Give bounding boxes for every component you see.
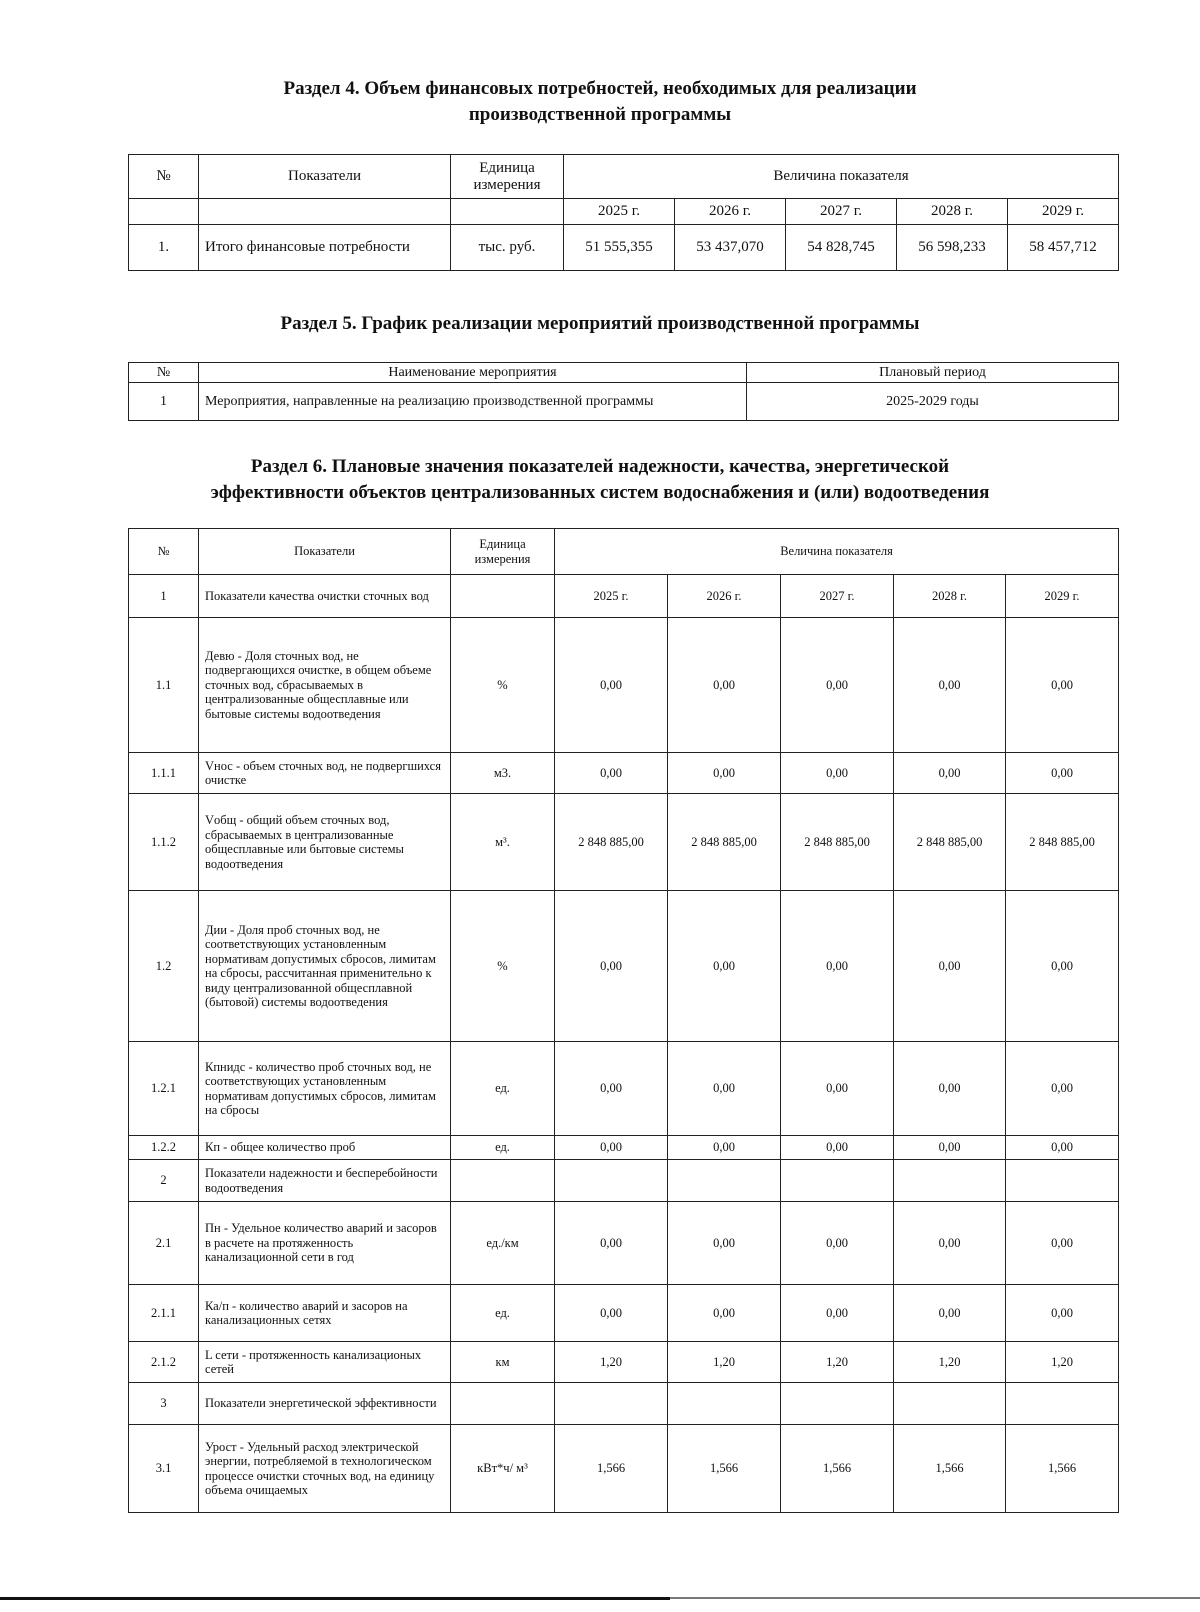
row-num: 1. — [129, 225, 199, 271]
row-num: 2.1.2 — [129, 1342, 199, 1383]
year-cell: 2026 г. — [668, 575, 781, 618]
row-unit: ед./км — [451, 1202, 555, 1285]
value-cell: 0,00 — [668, 891, 781, 1042]
header-name: Наименование мероприятия — [199, 363, 747, 383]
row-unit: км — [451, 1342, 555, 1383]
row-num: 1.2 — [129, 891, 199, 1042]
group-num: 1 — [129, 575, 199, 618]
row-name: Vобщ - общий объем сточных вод, сбрасываемых в централизованные общесплавные или бытовые системы водоотведения — [199, 794, 451, 891]
value-cell: 0,00 — [1006, 1202, 1119, 1285]
value-cell: 0,00 — [668, 1136, 781, 1160]
value-cell: 0,00 — [555, 1285, 668, 1342]
value-cell: 2 848 885,00 — [668, 794, 781, 891]
section5-title: Раздел 5. График реализации мероприятий производственной программы — [280, 313, 920, 334]
value-cell: 0,00 — [555, 1202, 668, 1285]
empty-cell — [781, 1160, 894, 1202]
value-cell: 0,00 — [781, 1042, 894, 1136]
value-cell: 0,00 — [668, 618, 781, 753]
row-name: Кпнидс - количество проб сточных вод, не соответствующих установленным нормативам допустимых сбросов, лимитам на сбросы — [199, 1042, 451, 1136]
row-num: 1.2.2 — [129, 1136, 199, 1160]
value-cell: 2 848 885,00 — [1006, 794, 1119, 891]
row-name: Кп - общее количество проб — [199, 1136, 451, 1160]
year-cell: 2025 г. — [564, 199, 675, 225]
group-num: 3 — [129, 1383, 199, 1425]
section4-title — [0, 76, 1200, 128]
row-name: Урост - Удельный расход электрической энергии, потребляемой в технологическом процессе очистки сточных вод, на единицу объема очищаемых — [199, 1425, 451, 1513]
row-unit: ед. — [451, 1136, 555, 1160]
row-num: 2.1 — [129, 1202, 199, 1285]
year-cell: 2027 г. — [781, 575, 894, 618]
row-name: Vнос - объем сточных вод, не подвергшихся очистке — [199, 753, 451, 794]
page-bottom-rule-faint — [670, 1597, 1200, 1599]
value-cell: 0,00 — [555, 1136, 668, 1160]
row-unit: % — [451, 618, 555, 753]
header-num: № — [129, 529, 199, 575]
value-cell: 0,00 — [894, 1285, 1006, 1342]
header-indicators: Показатели — [199, 155, 451, 199]
row-name: Пн - Удельное количество аварий и засоров в расчете на протяженность канализационной сети в год — [199, 1202, 451, 1285]
value-cell: 1,20 — [781, 1342, 894, 1383]
empty-cell — [451, 1383, 555, 1425]
value-cell: 0,00 — [781, 753, 894, 794]
group-name: Показатели качества очистки сточных вод — [199, 575, 451, 618]
value-cell: 0,00 — [894, 1136, 1006, 1160]
empty-cell — [451, 575, 555, 618]
row-name: Ка/п - количество аварий и засоров на канализационных сетях — [199, 1285, 451, 1342]
row-num: 1 — [129, 383, 199, 421]
value-cell: 0,00 — [781, 1136, 894, 1160]
row-unit: % — [451, 891, 555, 1042]
empty-cell — [451, 199, 564, 225]
value-cell: 2 848 885,00 — [555, 794, 668, 891]
row-unit: м3. — [451, 753, 555, 794]
row-name: Итого финансовые потребности — [199, 225, 451, 271]
value-cell: 0,00 — [781, 1285, 894, 1342]
header-unit: Единица измерения — [451, 529, 555, 575]
row-name: Дии - Доля проб сточных вод, не соответствующих установленным нормативам допустимых сбросов, лимитам на сбросы, рассчитанная применительно к виду централизованной общесплавной (бытовой) системы водоотведения — [199, 891, 451, 1042]
empty-cell — [129, 199, 199, 225]
empty-cell — [555, 1160, 668, 1202]
value-cell: 0,00 — [1006, 618, 1119, 753]
empty-cell — [894, 1160, 1006, 1202]
header-indicators: Показатели — [199, 529, 451, 575]
page-bottom-rule — [0, 1597, 670, 1600]
empty-cell — [781, 1383, 894, 1425]
header-value: Величина показателя — [555, 529, 1119, 575]
value-cell: 0,00 — [1006, 891, 1119, 1042]
value-cell: 0,00 — [1006, 1136, 1119, 1160]
row-num: 2.1.1 — [129, 1285, 199, 1342]
value-cell: 0,00 — [894, 891, 1006, 1042]
year-cell: 2027 г. — [786, 199, 897, 225]
row-unit: ед. — [451, 1285, 555, 1342]
group-num: 2 — [129, 1160, 199, 1202]
value-cell: 1,566 — [894, 1425, 1006, 1513]
row-unit: м³. — [451, 794, 555, 891]
value-cell: 1,566 — [668, 1425, 781, 1513]
row-name: Девю - Доля сточных вод, не подвергающихся очистке, в общем объеме сточных вод, сбрасываемых в централизованные общесплавные или бытовые системы водоотведения — [199, 618, 451, 753]
value-cell: 1,566 — [1006, 1425, 1119, 1513]
value-cell: 0,00 — [894, 1042, 1006, 1136]
section4-title-line1: Раздел 4. Объем финансовых потребностей, необходимых для реализации — [283, 78, 917, 99]
indicators-table — [128, 528, 1119, 1513]
value-cell: 53 437,070 — [675, 225, 786, 271]
value-cell: 1,20 — [555, 1342, 668, 1383]
value-cell: 1,20 — [1006, 1342, 1119, 1383]
group-name: Показатели надежности и бесперебойности водоотведения — [199, 1160, 451, 1202]
value-cell: 2 848 885,00 — [894, 794, 1006, 891]
value-cell: 1,566 — [781, 1425, 894, 1513]
value-cell: 1,566 — [555, 1425, 668, 1513]
value-cell: 0,00 — [781, 891, 894, 1042]
value-cell: 0,00 — [668, 1202, 781, 1285]
value-cell: 51 555,355 — [564, 225, 675, 271]
row-name: Мероприятия, направленные на реализацию производственной программы — [199, 383, 747, 421]
section6-title — [0, 454, 1200, 506]
group-name: Показатели энергетической эффективности — [199, 1383, 451, 1425]
header-num: № — [129, 363, 199, 383]
row-unit: ед. — [451, 1042, 555, 1136]
row-num: 1.1 — [129, 618, 199, 753]
header-unit: Единица измерения — [451, 155, 564, 199]
financial-needs-table — [128, 154, 1119, 271]
value-cell: 0,00 — [555, 891, 668, 1042]
year-cell: 2029 г. — [1006, 575, 1119, 618]
empty-cell — [1006, 1383, 1119, 1425]
year-cell: 2028 г. — [897, 199, 1008, 225]
value-cell: 0,00 — [668, 1042, 781, 1136]
row-num: 3.1 — [129, 1425, 199, 1513]
value-cell: 0,00 — [781, 1202, 894, 1285]
year-cell: 2028 г. — [894, 575, 1006, 618]
value-cell: 0,00 — [1006, 1285, 1119, 1342]
value-cell: 56 598,233 — [897, 225, 1008, 271]
section4-title-line2: производственной программы — [468, 104, 732, 125]
value-cell: 0,00 — [894, 753, 1006, 794]
year-cell: 2029 г. — [1008, 199, 1119, 225]
value-cell: 0,00 — [668, 753, 781, 794]
header-period: Плановый период — [747, 363, 1119, 383]
value-cell: 0,00 — [1006, 1042, 1119, 1136]
value-cell: 1,20 — [668, 1342, 781, 1383]
empty-cell — [451, 1160, 555, 1202]
row-num: 1.1.2 — [129, 794, 199, 891]
empty-cell — [668, 1383, 781, 1425]
value-cell: 0,00 — [894, 618, 1006, 753]
row-unit: тыс. руб. — [451, 225, 564, 271]
value-cell: 2 848 885,00 — [781, 794, 894, 891]
empty-cell — [1006, 1160, 1119, 1202]
empty-cell — [199, 199, 451, 225]
year-cell: 2025 г. — [555, 575, 668, 618]
value-cell: 0,00 — [894, 1202, 1006, 1285]
value-cell: 0,00 — [668, 1285, 781, 1342]
empty-cell — [894, 1383, 1006, 1425]
header-num: № — [129, 155, 199, 199]
section6-title-line2: эффективности объектов централизованных систем водоснабжения и (или) водоотведения — [210, 482, 990, 503]
value-cell: 1,20 — [894, 1342, 1006, 1383]
value-cell: 0,00 — [555, 753, 668, 794]
row-period: 2025-2029 годы — [747, 383, 1119, 421]
value-cell: 0,00 — [781, 618, 894, 753]
section6-title-line1: Раздел 6. Плановые значения показателей надежности, качества, энергетической — [250, 456, 950, 477]
value-cell: 0,00 — [555, 1042, 668, 1136]
value-cell: 54 828,745 — [786, 225, 897, 271]
empty-cell — [555, 1383, 668, 1425]
value-cell: 58 457,712 — [1008, 225, 1119, 271]
row-num: 1.1.1 — [129, 753, 199, 794]
row-name: L сети - протяженность канализационых сетей — [199, 1342, 451, 1383]
year-cell: 2026 г. — [675, 199, 786, 225]
empty-cell — [668, 1160, 781, 1202]
value-cell: 0,00 — [555, 618, 668, 753]
schedule-table — [128, 362, 1119, 421]
value-cell: 0,00 — [1006, 753, 1119, 794]
header-value: Величина показателя — [564, 155, 1119, 199]
row-unit: кВт*ч/ м³ — [451, 1425, 555, 1513]
row-num: 1.2.1 — [129, 1042, 199, 1136]
